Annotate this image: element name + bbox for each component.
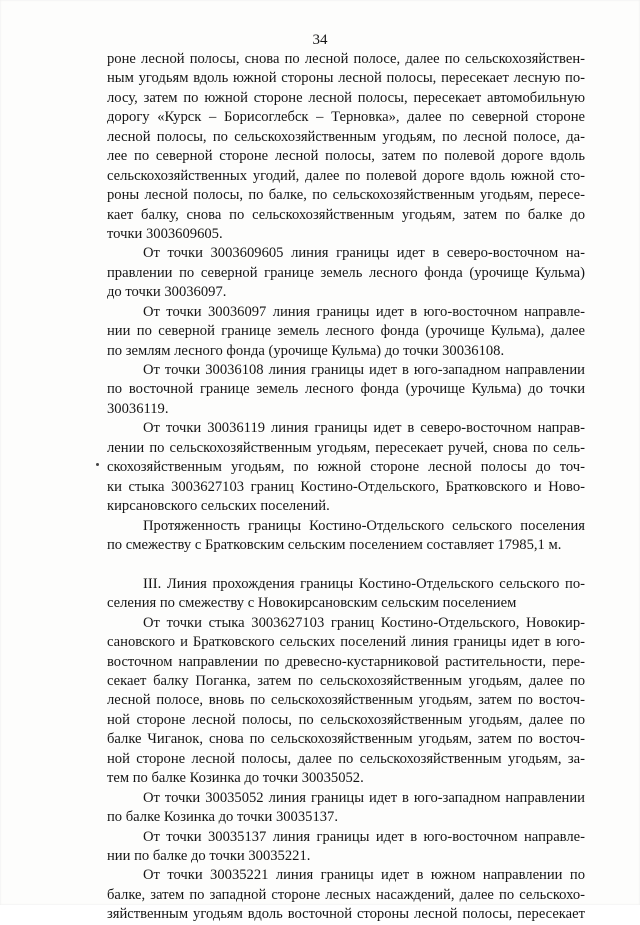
paragraph-start: От точки 30036119 линия границы идет в северо-восточном направ- [143,420,585,437]
paragraph-start: От точки 30036097 линия границы идет в юго-восточном направле- [143,303,585,320]
text-line: балке Чиганок, снова по сельскохозяйственным угодьям, затем по восточ- [107,731,585,748]
paragraph-start: От точки 3003609605 линия границы идет в северо-восточном на- [143,245,585,262]
blank-line [107,555,585,574]
paragraph-start: От точки 30035221 линия границы идет в южном направлении по [143,867,585,884]
document-body [107,50,585,925]
paragraph-start: От точки 30035052 линия границы идет в юго-западном направлении [143,789,585,806]
text-line: ным угодьям вдоль южной стороны лесной полосы, пересекает лесную по- [107,70,585,87]
text-line: ной стороне лесной полосы, по сельскохозяйственным угодьям, далее по [107,711,585,728]
text-line: скохозяйственным угодьям, по южной стороне лесной полосы до точ- [107,459,585,476]
text-line: зяйственным угодьям вдоль восточной стороны лесной полосы, пересекает [107,906,585,923]
text-line: по восточной границе земель лесного фонда (урочище Кульма) до точки [107,381,585,398]
page-number: 34 [312,32,328,48]
text-line: сановского и Братковского сельских поселений линия границы идет в юго- [107,634,585,651]
text-line: ной стороне лесной полосы, далее по сельскохозяйственным угодьям, за- [107,750,585,767]
paragraph-start: От точки стыка 3003627103 границ Костино-Отдельского, Новокир- [143,614,585,631]
text-line: точки 3003609605. [107,225,223,242]
text-line: правлении по северной границе земель лесного фонда (урочище Кульма) [107,264,585,281]
paragraph-start: От точки 30035137 линия границы идет в юго-восточном направле- [143,828,585,845]
text-line: восточном направлении по древесно-кустарниковой растительности, пере- [107,653,585,670]
text-line: нии по северной границе земель лесного фонда (урочище Кульма), далее [107,323,585,340]
text-line: по землям лесного фонда (урочище Кульма) до точки 30036108. [107,342,505,359]
text-line: тем по балке Козинка до точки 30035052. [107,770,364,787]
text-line: кает балку, снова по сельскохозяйственным угодьям, затем по балке до [107,206,585,223]
text-line: ки стыка 3003627103 границ Костино-Отдельского, Братковского и Ново- [107,478,585,495]
text-line: нии по балке до точки 30035221. [107,847,311,864]
text-line: лесной полосы, по сельскохозяйственным угодьям, по лесной полосе, да- [107,128,585,145]
text-line: 30036119. [107,400,169,417]
text-line: секает балку Поганка, затем по сельскохозяйственным угодьям, далее по [107,673,585,689]
text-line: лении по сельскохозяйственным угодьям, пересекает ручей, снова по сель- [107,439,585,456]
section-heading-continuation: селения по смежеству с Новокирсановским сельским поселением [107,595,517,612]
text-line: сельскохозяйственных угодий, далее по полевой дороге вдоль южной сто- [107,167,585,184]
text-line: лее по северной стороне лесной полосы, затем по полевой дороге вдоль [107,148,585,165]
text-line: балке, затем по западной стороне лесных насаждений, далее по сельскохо- [107,886,585,903]
text-line: по балке Козинка до точки 30035137. [107,809,338,826]
text-line: роне лесной полосы, снова по лесной полосе, далее по сельскохозяйствен- [107,51,585,67]
section-heading: III. Линия прохождения границы Костино-Отдельского сельского по- [143,575,585,592]
paragraph-start: От точки 30036108 линия границы идет в юго-западном направлении [143,362,585,378]
paragraph-start: Протяженность границы Костино-Отдельского сельского поселения [143,517,585,534]
text-line: дорогу «Курск – Борисоглебск – Терновка», далее по северной стороне [107,109,585,126]
text-line: роны лесной полосы, по балке, по сельскохозяйственным угодьям, пересе- [107,187,585,204]
text-line: по смежеству с Братковским сельским поселением составляет 17985,1 м. [107,536,562,553]
text-line: до точки 30036097. [107,284,227,301]
text-line: кирсановского сельских поселений. [107,498,330,515]
text-line: лосу, затем по южной стороне лесной полосы, пересекает автомобильную [107,89,585,106]
scan-dot-mark [96,463,99,466]
text-line: лесной полосе, вновь по сельскохозяйственным угодьям, затем по восточ- [107,692,585,709]
